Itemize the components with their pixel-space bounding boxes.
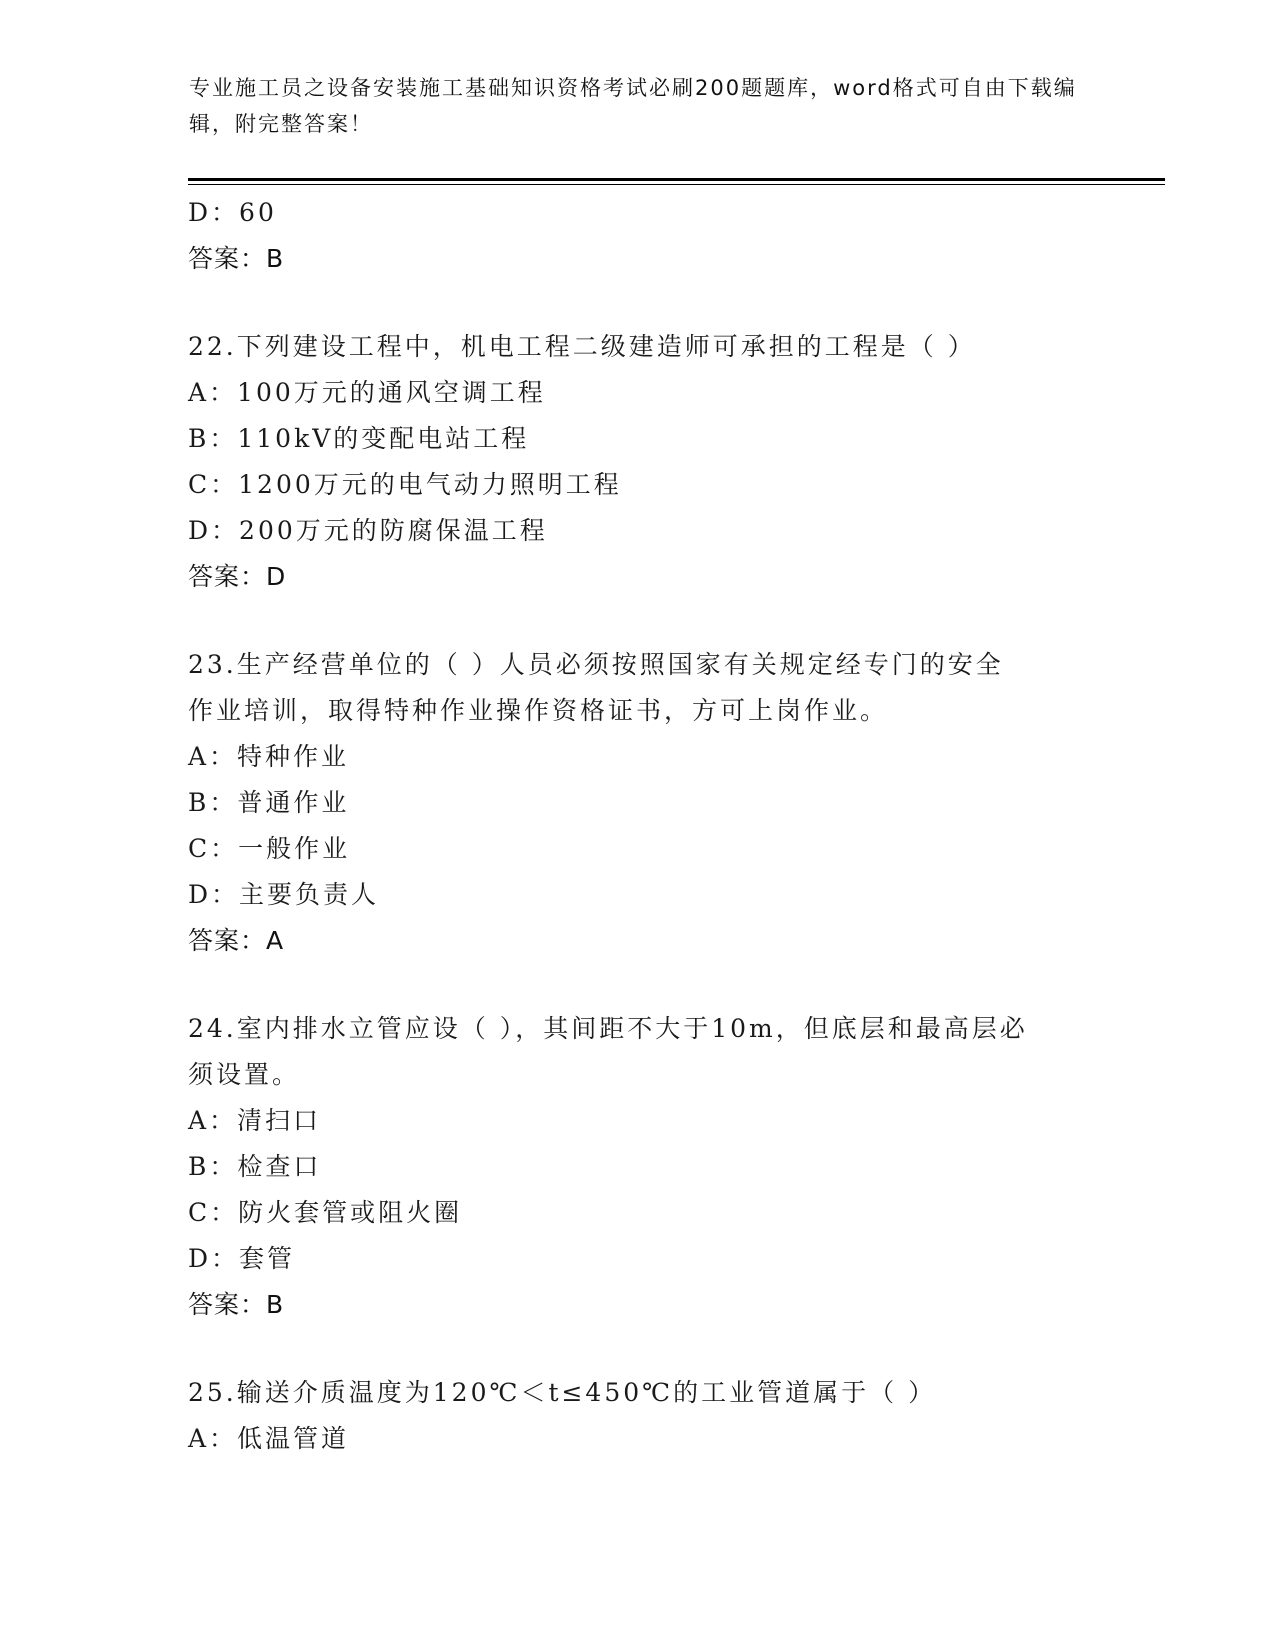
option-a: A：低温管道 [188, 1424, 350, 1453]
question-stem: 25.输送介质温度为120℃＜t≤450℃的工业管道属于（ ） [188, 1378, 937, 1407]
question-stem: 24.室内排水立管应设（ ），其间距不大于10m，但底层和最高层必须设置。 [188, 1014, 1028, 1089]
option-d: D：200万元的防腐保温工程 [188, 516, 548, 545]
question-stem: 23.生产经营单位的（ ）人员必须按照国家有关规定经专门的安全作业培训，取得特种作业操作资格证书，方可上岗作业。 [188, 650, 1004, 725]
option-a: A：特种作业 [188, 742, 350, 771]
question-stem: 22.下列建设工程中，机电工程二级建造师可承担的工程是（ ） [188, 332, 976, 361]
answer: 答案：A [188, 926, 285, 955]
option-a: A：清扫口 [188, 1106, 322, 1135]
spacer [188, 964, 1088, 1006]
question-content [188, 190, 1088, 1462]
option-d: D：主要负责人 [188, 880, 380, 909]
option-b: B：检查口 [188, 1152, 322, 1181]
question-23 [188, 642, 1088, 964]
option-c: C：1200万元的电气动力照明工程 [188, 470, 622, 499]
spacer [188, 600, 1088, 642]
spacer [188, 282, 1088, 324]
option-c: C：一般作业 [188, 834, 351, 863]
question-22 [188, 324, 1088, 600]
spacer [188, 1328, 1088, 1370]
option-b: B：110kV的变配电站工程 [188, 424, 530, 453]
option-d: D：60 [188, 198, 277, 227]
header-title: 专业施工员之设备安装施工基础知识资格考试必刷200题题库，word格式可自由下载编辑，附完整答案！ [189, 76, 1077, 136]
option-c: C：防火套管或阻火圈 [188, 1198, 463, 1227]
answer: 答案：D [188, 562, 287, 591]
answer: 答案：B [188, 1290, 285, 1319]
option-d: D：套管 [188, 1244, 296, 1273]
option-a: A：100万元的通风空调工程 [188, 378, 546, 407]
header-rule-thin [188, 184, 1165, 185]
question-25 [188, 1370, 1088, 1462]
answer: 答案：B [188, 244, 285, 273]
option-b: B：普通作业 [188, 788, 350, 817]
question-24 [188, 1006, 1088, 1328]
header-rule-thick [188, 178, 1165, 181]
document-header [189, 70, 1089, 142]
